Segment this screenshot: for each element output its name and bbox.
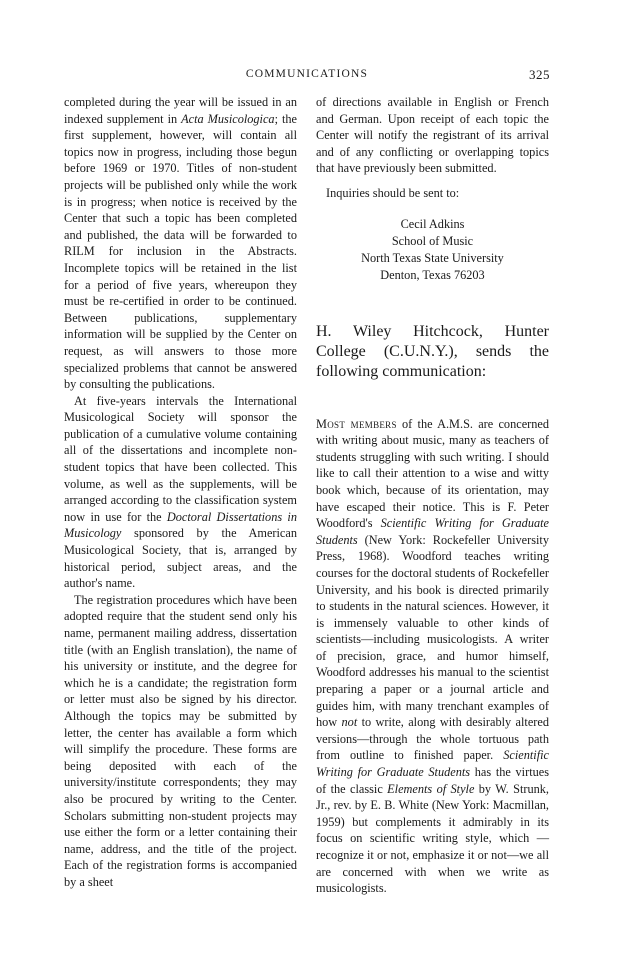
address-line-university: North Texas State University <box>361 250 504 265</box>
left-column <box>64 94 297 891</box>
text-run: sponsored by the American Musicological Society, that is, arranged by historical period, subject areas, and the author's name. <box>64 526 297 591</box>
paragraph-cumulative-volume <box>64 393 297 592</box>
paragraph-registration-procedures: The registration procedures which have been adopted require that the student send only his name, permanent mailing address, dissertation title (with an English translation), the name of his university or institute, and the degree for which he is a candidate; the registration form or letter must also be signed by his director. Although the topics may be submitted by letter, the center has available a form which will simplify the procedure. These forms are being deposited with each of the university/institute correspondents; they may also be procured by writing to the Center. Scholars submitting non-student projects may use either the form or a letter containing their name, address, and the title of the project. Each of the registration forms is accompanied by a sheet <box>64 592 297 889</box>
running-title: COMMUNICATIONS <box>245 68 369 80</box>
book-title: Scientific Writing for Graduate Students <box>316 748 549 780</box>
text-run: of the A.M.S. are concerned with writing about music, many as teachers of students struggling with such writing. I should like to call their attention to a wise and witty book which, because of its orientation, may have escaped their notice. This is F. Peter Woodford's <box>316 416 549 531</box>
text-run: has the virtues of the classic <box>316 765 550 796</box>
right-column <box>316 94 549 897</box>
mailing-address <box>316 216 549 284</box>
paragraph-woodford-review <box>316 416 549 897</box>
paragraph-inquiries: Inquiries should be sent to: <box>326 185 460 200</box>
emphasis: not <box>341 715 358 730</box>
publication-title: Doctoral Dissertations in Musicology <box>64 509 297 541</box>
paragraph-directions: of directions available in English or French and German. Upon receipt of each topic the Center will notify the registrant of its arrival and of any conflicting or overlapping topics that have previously been submitted. <box>316 95 549 176</box>
paragraph-rilm-supplement <box>64 94 297 393</box>
address-line-city: Denton, Texas 76203 <box>380 267 485 282</box>
journal-title: Acta Musicologica <box>181 111 275 126</box>
communication-heading: H. Wiley Hitchcock, Hunter College (C.U.N.Y.), sends the following communication: <box>316 322 549 380</box>
page-number: 325 <box>529 67 550 82</box>
running-header <box>64 68 550 84</box>
small-caps-lead: Most members <box>316 416 397 431</box>
book-title: Scientific Writing for Graduate Students <box>316 516 549 547</box>
text-run: ; the first supplement, however, will contain all topics now in progress, including those begun before 1969 or 1970. Titles of non-student projects will be published only while the work is in progress; when notice is received by the Center that such a topic has been completed and published, the data will be forwarded to RILM for inclusion in the Abstracts. Incomplete topics will be retained in the list for a period of five years, whereupon they must be re-certified in order to be continued. Between publications, supplementary information will be supplied by the Center on request, as will answers to those more specialized problems that cannot be answered by consulting the publications. <box>64 111 297 392</box>
book-title: Elements of Style <box>387 781 475 796</box>
address-line-school: School of Music <box>391 233 474 248</box>
address-line-name: Cecil Adkins <box>400 216 465 231</box>
text-run: to write, along with desirably altered versions—through the whole tortuous path from outline to finished paper. <box>316 715 549 763</box>
text-run: completed during the year will be issued in an indexed supplement in <box>64 95 297 126</box>
text-run: by W. Strunk, Jr., rev. by E. B. White (New York: Macmillan, 1959) but complements it admirably in its focus on scientific writing style, which —recognize it or not, emphasize it or not—we all are concerned with when we write as musicologists. <box>316 781 549 896</box>
text-run: At five-years intervals the International Musicological Society will sponsor the publication of a cumulative volume containing all of the dissertations and incomplete non-student topics that have been collected. This volume, as well as the supplements, will be arranged according to the classification system now in use for the <box>64 393 297 524</box>
text-run: (New York: Rockefeller University Press, 1968). Woodford teaches writing courses for the doctoral students of Rockefeller University, and his book is directed primarily to students in the natural sciences. However, it is immensely valuable to other kinds of scientists—including musicologists. A writer of precision, grace, and humor himself, Woodford addresses his manual to the scientist preparing a paper or a journal article and guides him, with many trenchant examples of how <box>316 532 549 730</box>
